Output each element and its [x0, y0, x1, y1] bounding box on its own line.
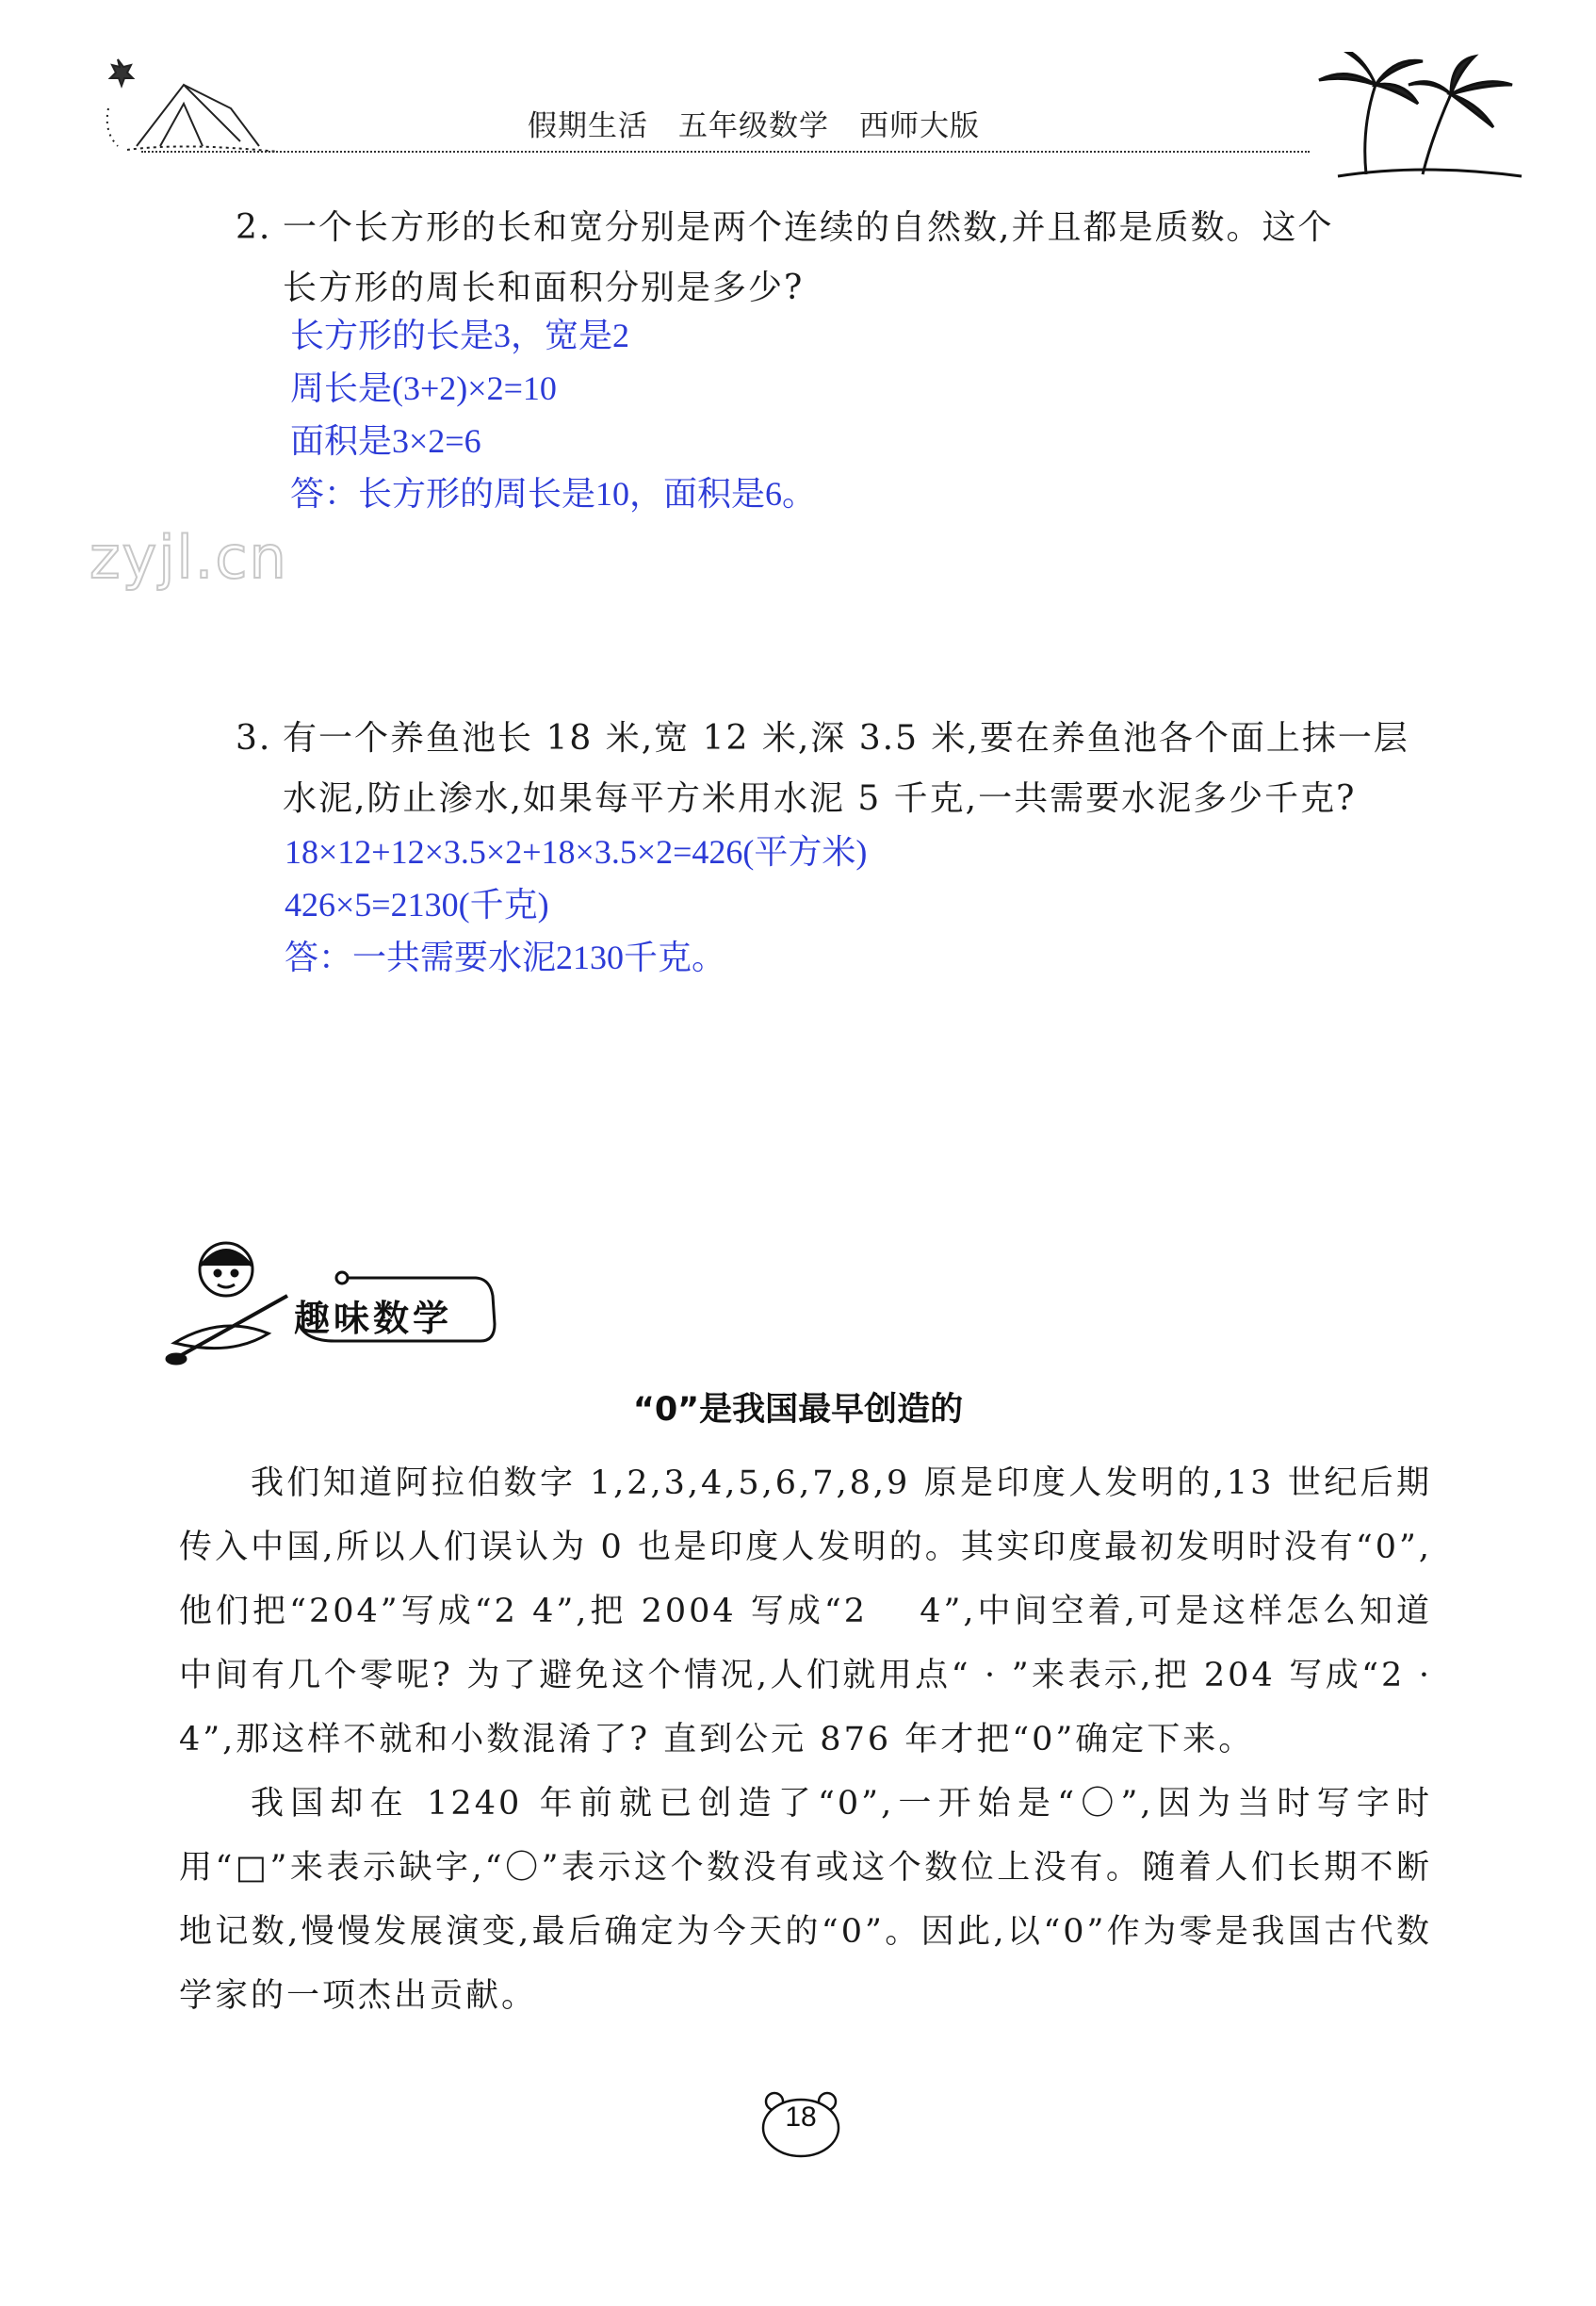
article-body: [179, 1451, 1432, 2028]
article-title: “0”是我国最早创造的: [632, 1391, 964, 1429]
question-2-answer: [290, 309, 816, 520]
question-3-text-line2: 水泥,防止渗水,如果每平方米用水泥 5 千克,一共需要水泥多少千克?: [283, 779, 1357, 818]
palm-tree-decoration: [1310, 52, 1526, 184]
tent-decoration: [99, 52, 287, 165]
question-3-answer: [285, 826, 867, 984]
question-2-text-line1: 一个长方形的长和宽分别是两个连续的自然数,并且都是质数。这个: [283, 208, 1334, 247]
header-divider: [141, 151, 1310, 153]
page-number-badge: [757, 2088, 844, 2158]
answer-line: 长方形的长是3，宽是2: [290, 317, 630, 354]
answer-line: 面积是3×2=6: [290, 422, 481, 460]
article-paragraph-1: 我们知道阿拉伯数字 1,2,3,4,5,6,7,8,9 原是印度人发明的,13 世纪后期传入中国,所以人们误认为 0 也是印度人发明的。其实印度最初发明时没有“0”,他们把“204”写成“2 4”,把 2004 写成“2 4”,中间空着,可是这样怎么知道中间有几个零呢? 为了避免这个情况,人们就用点“ · ”来表示,把 204 写成“2 · 4”,那这样不就和小数混淆了? 直到公元 876 年才把“0”确定下来。: [179, 1464, 1432, 1758]
answer-line: 周长是(3+2)×2=10: [290, 369, 557, 407]
header-title: 假期生活 五年级数学 西师大版: [528, 109, 980, 143]
question-2-text-line2: 长方形的周长和面积分别是多少?: [283, 269, 805, 307]
article-paragraph-2: 我国却在 1240 年前就已创造了“0”,一开始是“〇”,因为当时写字时用“□”来表示缺字,“〇”表示这个数没有或这个数位上没有。随着人们长期不断地记数,慢慢发展演变,最后确定为今天的“0”。因此,以“0”作为零是我国古代数学家的一项杰出贡献。: [179, 1785, 1432, 2015]
answer-line: 426×5=2130(千克): [285, 886, 549, 924]
question-3-number: 3.: [236, 719, 272, 758]
watermark: zyjl.cn: [90, 523, 288, 592]
question-2-number: 2.: [236, 208, 272, 247]
answer-line: 答：长方形的周长是10，面积是6。: [290, 475, 817, 513]
question-2: [236, 198, 1460, 319]
question-3-text-line1: 有一个养鱼池长 18 米,宽 12 米,深 3.5 米,要在养鱼池各个面上抹一层: [283, 719, 1409, 758]
answer-line: 18×12+12×3.5×2+18×3.5×2=426(平方米): [285, 833, 868, 871]
section-title: 趣味数学: [294, 1298, 453, 1339]
question-3: [236, 709, 1460, 829]
page-number: 18: [785, 2102, 817, 2133]
answer-line: 答：一共需要水泥2130千克。: [285, 939, 726, 976]
